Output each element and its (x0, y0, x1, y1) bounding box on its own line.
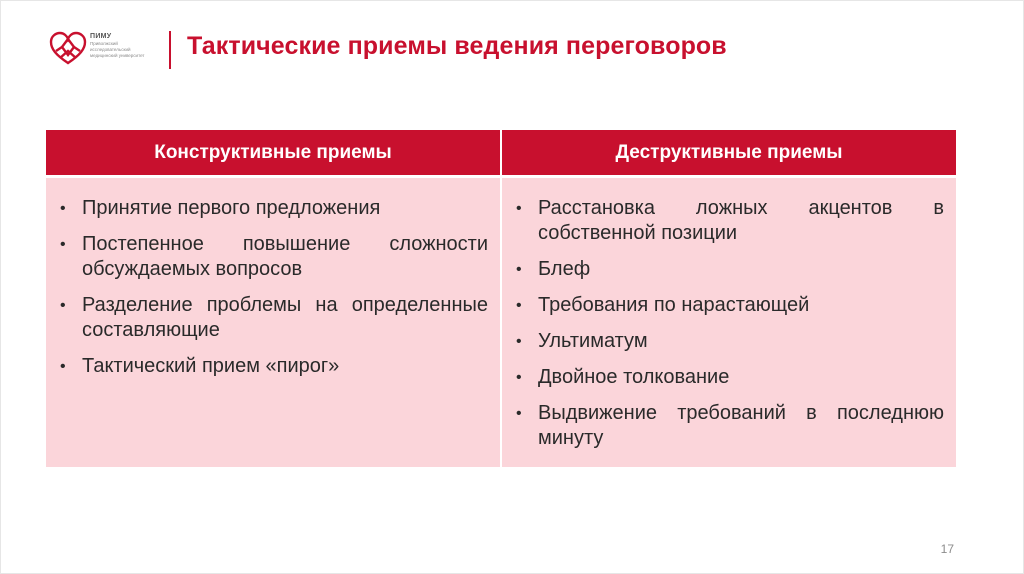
list-item: • Постепенное повышение сложности обсуждаемых вопросов (58, 232, 488, 282)
logo-name-line: исследовательский (90, 47, 131, 52)
list-item: • Выдвижение требований в последнюю минуту (514, 401, 944, 451)
constructive-cell (46, 178, 500, 467)
column-header-constructive: Конструктивные приемы (46, 130, 500, 175)
logo-name-line: Приволжский (90, 41, 118, 46)
column-divider (500, 130, 502, 467)
header-divider (169, 31, 171, 69)
list-item: • Ультиматум (514, 329, 944, 354)
page-title: Тактические приемы ведения переговоров (187, 32, 727, 60)
list-item: • Требования по нарастающей (514, 293, 944, 318)
page-number: 17 (940, 542, 954, 556)
logo-name-line: медицинский университет (90, 53, 145, 58)
list-item: • Разделение проблемы на определенные составляющие (58, 293, 488, 343)
tactics-table (46, 130, 956, 467)
university-logo (48, 29, 166, 71)
list-item: • Блеф (514, 257, 944, 282)
university-logo-icon (48, 29, 88, 69)
logo-abbreviation: ПИМУ (90, 33, 112, 40)
list-item: • Принятие первого предложения (58, 196, 488, 221)
constructive-list (58, 196, 488, 379)
destructive-cell (502, 178, 956, 467)
destructive-list (514, 196, 944, 451)
column-header-destructive: Деструктивные приемы (502, 130, 956, 175)
list-item: • Тактический прием «пирог» (58, 354, 488, 379)
list-item: • Расстановка ложных акцентов в собственной позиции (514, 196, 944, 246)
logo-text (90, 32, 170, 59)
list-item: • Двойное толкование (514, 365, 944, 390)
